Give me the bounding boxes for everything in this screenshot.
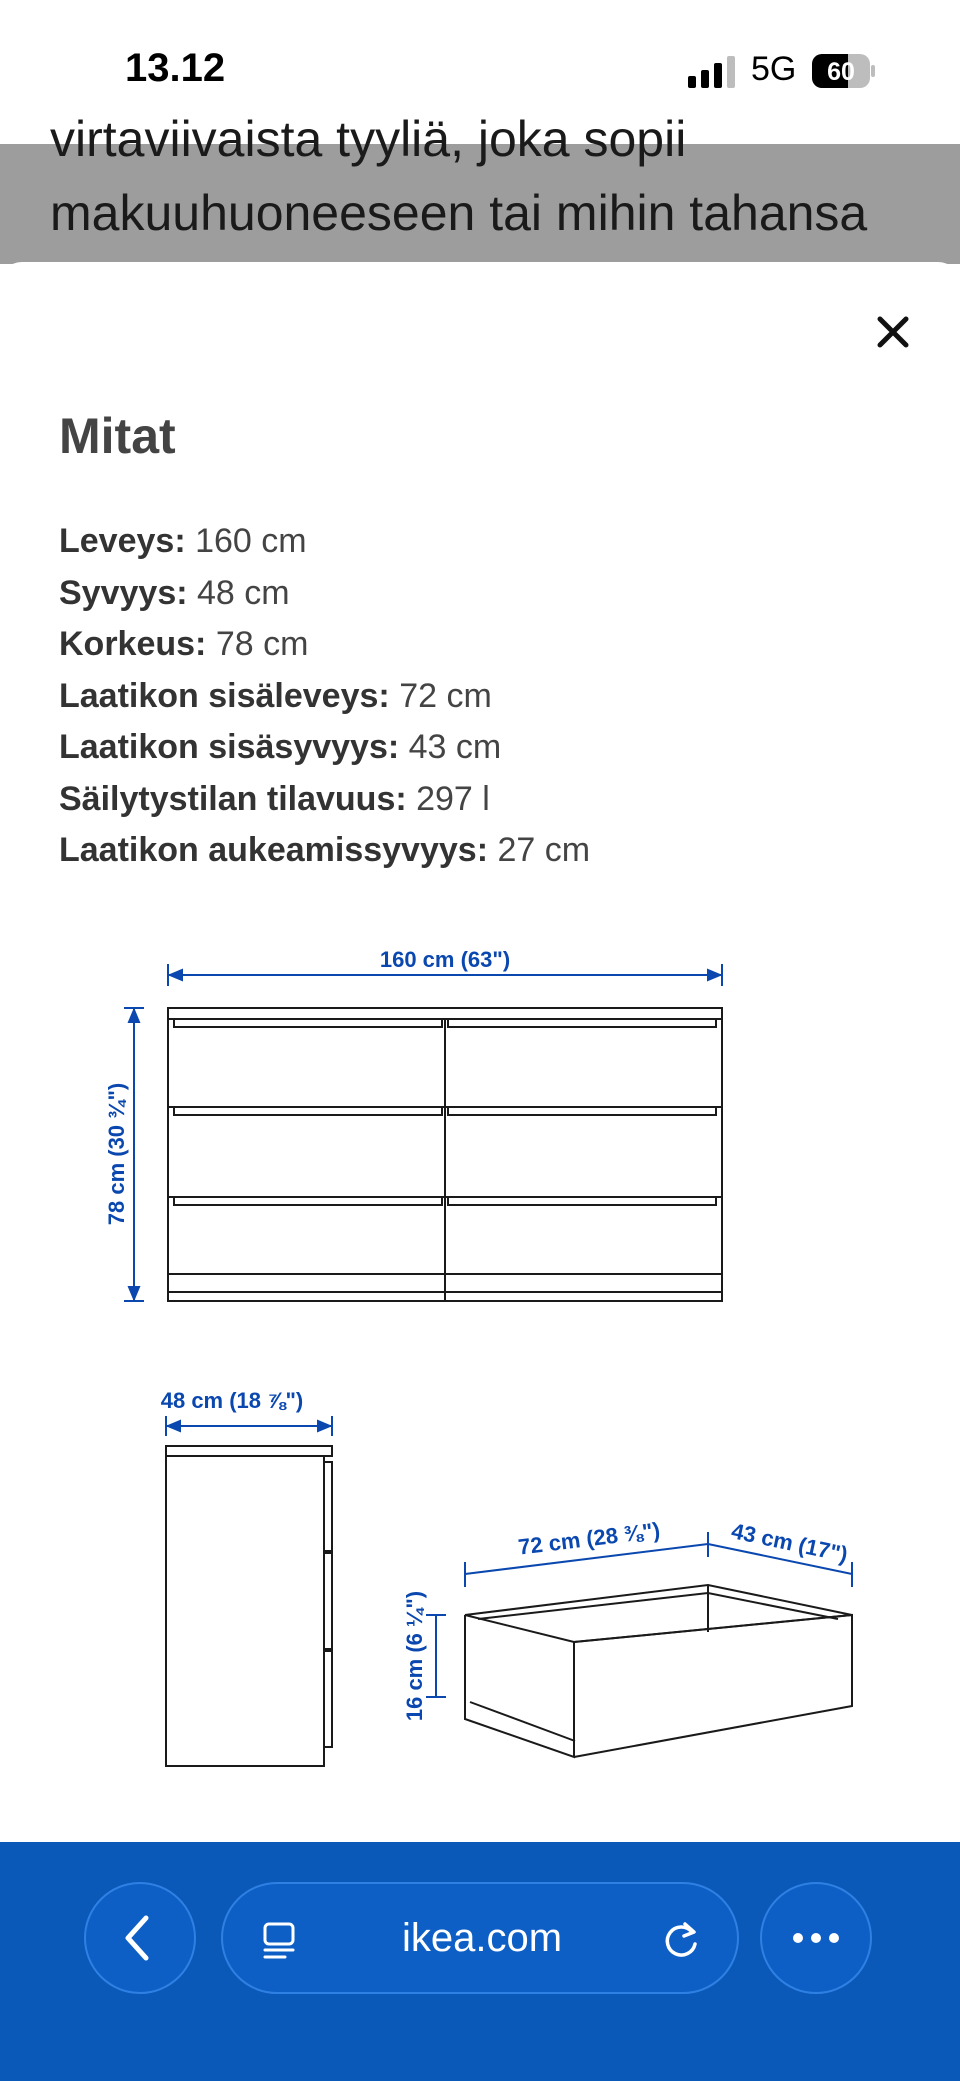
spec-value: 43 cm bbox=[399, 728, 502, 766]
spec-label: Leveys: bbox=[59, 522, 186, 560]
spec-label: Laatikon aukeamissyvyys: bbox=[59, 831, 489, 869]
ellipsis-icon bbox=[760, 1882, 872, 1994]
cellular-signal-icon bbox=[688, 56, 738, 88]
background-text-line: makuuhuoneeseen tai mihin tahansa bbox=[50, 185, 868, 241]
spec-label: Laatikon sisäsyvyys: bbox=[59, 728, 400, 766]
dimension-drawing bbox=[0, 262, 960, 1842]
drawer-drawing bbox=[465, 1585, 852, 1757]
battery-icon bbox=[812, 54, 876, 88]
address-bar[interactable] bbox=[221, 1882, 739, 1994]
front-height-label: 78 cm (30 ¾") bbox=[104, 1082, 129, 1226]
back-button[interactable] bbox=[84, 1882, 196, 1994]
status-time: 13.12 bbox=[125, 46, 226, 90]
more-button[interactable] bbox=[760, 1882, 872, 1994]
side-view-drawing bbox=[166, 1446, 332, 1766]
spec-label: Laatikon sisäleveys: bbox=[59, 676, 390, 715]
sheet-title: Mitat bbox=[59, 408, 176, 464]
drawer-width-label: 72 cm (28 ⅜") bbox=[516, 1517, 662, 1560]
background-page bbox=[0, 111, 960, 264]
front-view-drawing bbox=[168, 1008, 722, 1301]
drawer-depth-label: 43 cm (17") bbox=[729, 1518, 850, 1568]
spec-value: 72 cm bbox=[389, 676, 492, 715]
side-depth-label: 48 cm (18 ⅞") bbox=[160, 1388, 304, 1413]
spec-value: 48 cm bbox=[187, 573, 290, 612]
spec-value: 160 cm bbox=[185, 522, 307, 560]
network-type: 5G bbox=[751, 50, 797, 88]
dimensions-sheet bbox=[0, 262, 960, 1842]
url-text: ikea.com bbox=[401, 1916, 563, 1960]
spec-value: 78 cm bbox=[206, 625, 309, 663]
spec-label: Säilytystilan tilavuus: bbox=[59, 779, 407, 818]
spec-value: 297 l bbox=[406, 779, 490, 818]
battery-level: 60 bbox=[827, 58, 855, 86]
spec-label: Syvyys: bbox=[59, 573, 188, 612]
chevron-left-icon bbox=[84, 1882, 196, 1994]
front-width-label: 160 cm (63") bbox=[379, 947, 511, 972]
spec-label: Korkeus: bbox=[59, 625, 207, 663]
browser-toolbar bbox=[0, 1842, 960, 2081]
spec-value: 27 cm bbox=[488, 831, 591, 869]
drawer-height-label: 16 cm (6 ¼") bbox=[402, 1590, 427, 1722]
reload-icon[interactable] bbox=[659, 1918, 703, 1962]
background-text-line: virtaviivaista tyyliä, joka sopii bbox=[50, 111, 687, 167]
